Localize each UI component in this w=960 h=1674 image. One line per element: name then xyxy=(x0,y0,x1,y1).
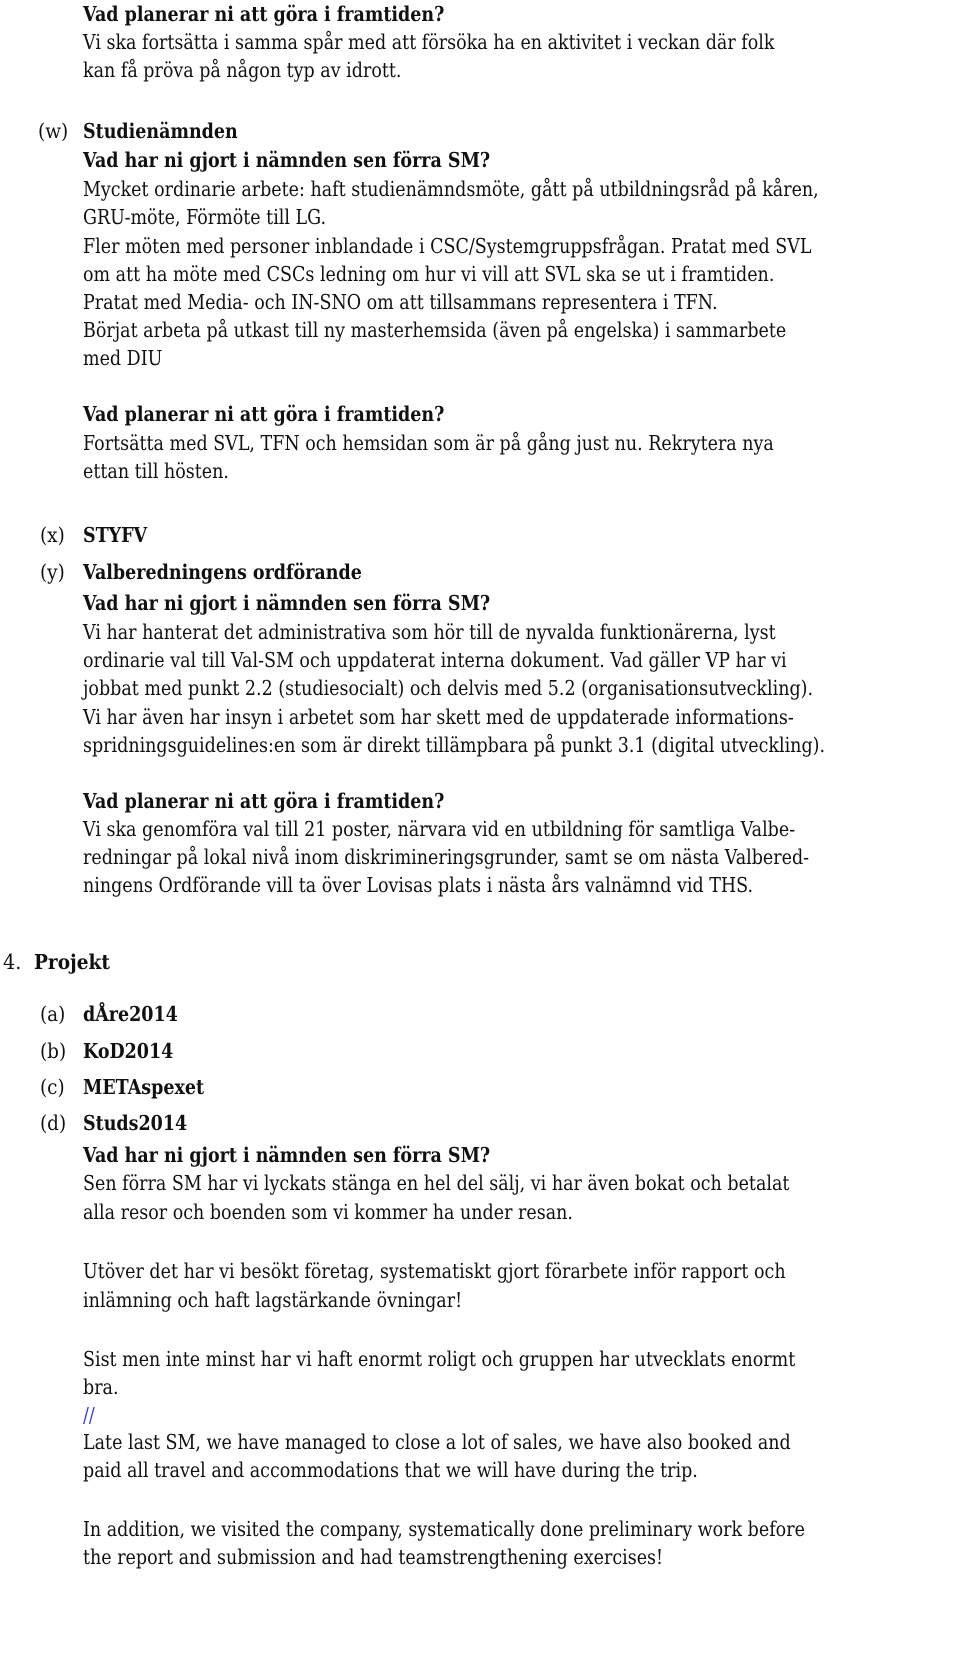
answer-line: Vi ska genomföra val till 21 poster, närvara vid en utbildning för samtliga Valbe- xyxy=(83,817,796,841)
answer-line: Sist men inte minst har vi haft enormt roligt och gruppen har utvecklats enormt xyxy=(83,1347,796,1371)
answer-line: bra. xyxy=(83,1375,119,1399)
answer-line: ordinarie val till Val-SM och uppdaterat interna dokument. Vad gäller VP har vi xyxy=(83,648,787,672)
answer-line: Utöver det har vi besökt företag, systematiskt gjort förarbete inför rapport och xyxy=(83,1259,786,1283)
answer-line: Börjat arbeta på utkast till ny masterhemsida (även på engelska) i sammarbete xyxy=(83,318,787,342)
answer-line: In addition, we visited the company, systematically done preliminary work before xyxy=(83,1517,805,1541)
answer-line: Fler möten med personer inblandade i CSC/Systemgruppsfrågan. Pratat med SVL xyxy=(83,234,812,258)
item-title-metaspexet: METAspexet xyxy=(83,1075,205,1099)
answer-line: the report and submission and had teamstrengthening exercises! xyxy=(83,1545,664,1569)
item-title-styfv: STYFV xyxy=(83,523,148,547)
language-separator: // xyxy=(83,1403,95,1427)
answer-line: Fortsätta med SVL, TFN och hemsidan som är på gång just nu. Rekrytera nya xyxy=(83,431,774,455)
item-marker-a: (a) xyxy=(40,1002,66,1026)
item-marker-c: (c) xyxy=(40,1075,65,1099)
answer-line: Vi ska fortsätta i samma spår med att försöka ha en aktivitet i veckan där folk xyxy=(83,30,775,54)
section-number: 4. xyxy=(3,950,22,974)
item-title-kod2014: KoD2014 xyxy=(83,1039,174,1063)
answer-line: ettan till hösten. xyxy=(83,459,229,483)
answer-line: kan få pröva på någon typ av idrott. xyxy=(83,58,402,82)
answer-line: Vi har hanterat det administrativa som hör till de nyvalda funktionärerna, lyst xyxy=(83,620,776,644)
answer-line: med DIU xyxy=(83,346,163,370)
answer-line: jobbat med punkt 2.2 (studiesocialt) och delvis med 5.2 (organisationsutveckling). xyxy=(83,676,814,700)
answer-line: spridningsguidelines:en som är direkt tillämpbara på punkt 3.1 (digital utveckling). xyxy=(83,733,826,757)
item-marker-b: (b) xyxy=(40,1039,67,1063)
answer-line: Pratat med Media- och IN-SNO om att tillsammans representera i TFN. xyxy=(83,290,718,314)
item-title-studienamnden: Studienämnden xyxy=(83,119,238,143)
item-marker-d: (d) xyxy=(40,1111,67,1135)
answer-line: Sen förra SM har vi lyckats stänga en hel del sälj, vi har även bokat och betalat xyxy=(83,1171,790,1195)
answer-line: om att ha möte med CSCs ledning om hur vi vill att SVL ska se ut i framtiden. xyxy=(83,262,775,286)
item-marker-y: (y) xyxy=(40,560,65,584)
item-title-dare2014: dÅre2014 xyxy=(83,1002,178,1026)
question-future: Vad planerar ni att göra i framtiden? xyxy=(83,402,445,426)
item-title-studs2014: Studs2014 xyxy=(83,1111,188,1135)
section-title: Projekt xyxy=(34,950,110,974)
item-marker-x: (x) xyxy=(40,523,65,547)
answer-line: inlämning och haft lagstärkande övningar! xyxy=(83,1288,463,1312)
question-future: Vad planerar ni att göra i framtiden? xyxy=(83,789,445,813)
item-marker-w: (w) xyxy=(38,119,69,143)
question-done: Vad har ni gjort i nämnden sen förra SM? xyxy=(83,591,491,615)
answer-line: Mycket ordinarie arbete: haft studienämndsmöte, gått på utbildningsråd på kåren, xyxy=(83,177,819,201)
question-done: Vad har ni gjort i nämnden sen förra SM? xyxy=(83,1143,491,1167)
question-done: Vad har ni gjort i nämnden sen förra SM? xyxy=(83,148,491,172)
answer-line: Vi har även har insyn i arbetet som har skett med de uppdaterade informations- xyxy=(83,705,794,729)
item-title-valberedningen: Valberedningens ordförande xyxy=(83,560,362,584)
answer-line: paid all travel and accommodations that we will have during the trip. xyxy=(83,1458,698,1482)
answer-line: GRU-möte, Förmöte till LG. xyxy=(83,205,327,229)
answer-line: alla resor och boenden som vi kommer ha under resan. xyxy=(83,1200,573,1224)
answer-line: redningar på lokal nivå inom diskrimineringsgrunder, samt se om nästa Valbered- xyxy=(83,845,810,869)
question-future: Vad planerar ni att göra i framtiden? xyxy=(83,2,445,26)
answer-line: ningens Ordförande vill ta över Lovisas plats i nästa års valnämnd vid THS. xyxy=(83,873,754,897)
answer-line: Late last SM, we have managed to close a lot of sales, we have also booked and xyxy=(83,1430,791,1454)
